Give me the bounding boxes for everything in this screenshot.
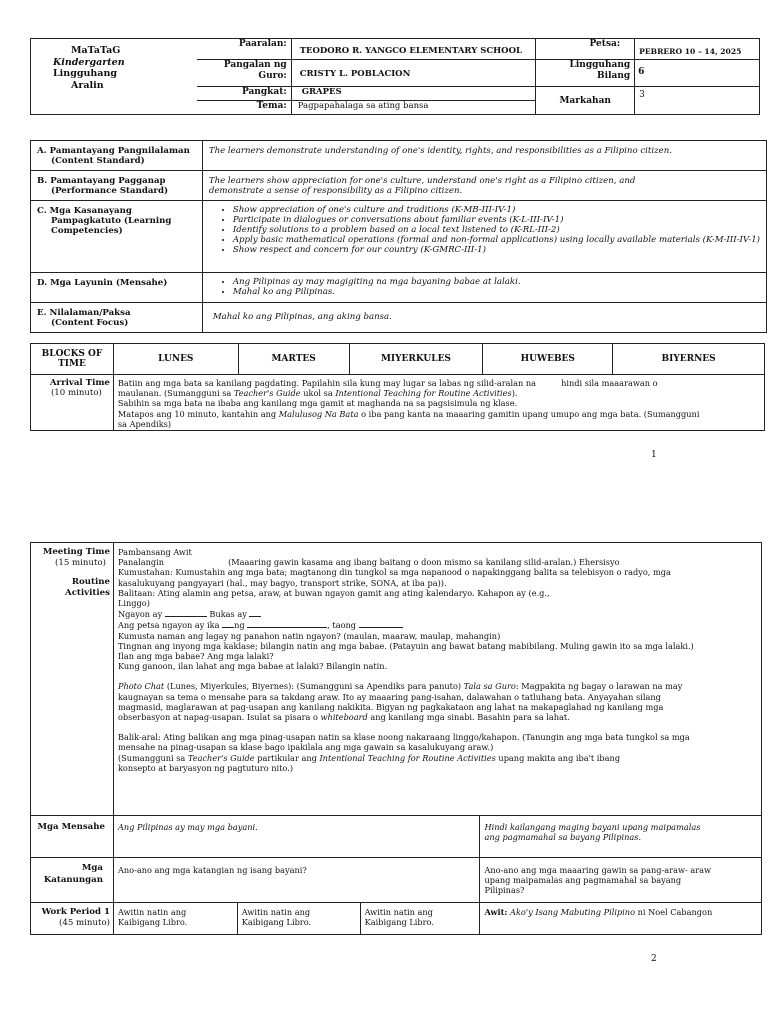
day-header-miyerkules: MIYERKULES bbox=[349, 344, 483, 375]
guro-label-line1: Pangalan ng bbox=[223, 60, 287, 70]
blank-line bbox=[222, 619, 234, 628]
bilang-label-line1: Lingguhang bbox=[569, 60, 631, 70]
mensahe-left: Ang Pilipinas ay may mga bayani. bbox=[113, 816, 479, 858]
work-period-label bbox=[31, 903, 114, 935]
meeting-line-panalangin-b: (Maaaring gawin kasama ang ibang baitang o doon mismo sa kanilang silid-aralan.) Ehersisyo bbox=[228, 557, 620, 568]
meeting-line-petsa bbox=[118, 619, 761, 630]
blocks-of-time-header bbox=[31, 344, 114, 375]
katanungan-left: Ano-ano ang mga katangian ng isang bayani? bbox=[113, 858, 479, 903]
markahan-label: Markahan bbox=[536, 87, 635, 115]
meeting-line-ngayon bbox=[118, 608, 761, 619]
page-number-2: 2 bbox=[651, 954, 657, 964]
work-period-lunes bbox=[113, 903, 237, 935]
page-number-1: 1 bbox=[651, 450, 657, 460]
katanungan-right-line2: upang maipamalas ang pagmamahal sa bayang bbox=[484, 875, 682, 886]
meeting-time-duration: (15 minuto) bbox=[55, 557, 106, 568]
content-focus-value: Mahal ko ang Pilipinas, ang aking bansa. bbox=[202, 303, 766, 333]
work-period-awit bbox=[480, 903, 762, 935]
performance-standard-value bbox=[202, 171, 766, 201]
photo-chat-line1 bbox=[118, 681, 761, 691]
lesson-type-cell bbox=[31, 39, 198, 115]
paaralan-label: Paaralan: bbox=[197, 39, 291, 60]
meeting-line-panalangin-a: Panalangin bbox=[117, 557, 165, 568]
competency-item: • Apply basic mathematical operations (formal and non-formal applications) using locally available materials (K-M-III-IV-1) bbox=[233, 235, 766, 245]
meeting-line-ngayon-a: Ngayon ay bbox=[117, 609, 163, 620]
work-period-duration: (45 minuto) bbox=[59, 917, 110, 928]
mensahe-right bbox=[480, 816, 762, 858]
photo-chat-line4a: obserbasyon at napag-usapan. Isulat sa pisara o bbox=[117, 712, 321, 723]
arrival-line4 bbox=[118, 409, 764, 419]
photo-chat-title: Photo Chat bbox=[117, 681, 165, 692]
competencies-label bbox=[31, 201, 203, 273]
blank-line bbox=[359, 619, 403, 628]
lesson-type-line1: MaTaTaG bbox=[71, 45, 121, 56]
arrival-line2d: Intentional Teaching for Routine Activities bbox=[335, 388, 512, 399]
arrival-line1a: Batiin ang mga bata sa kanilang pagdating. Papilahin sila kung may lugar sa labas ng silid-aralan na bbox=[117, 378, 537, 388]
work-period-title: Work Period 1 bbox=[41, 907, 110, 917]
katanungan-label-line2: Katanungan bbox=[43, 875, 103, 885]
guro-label-line2: Guro: bbox=[258, 71, 287, 81]
performance-standard-value-line1: The learners show appreciation for one's culture, understand one's right as a Filipino citizen, and bbox=[208, 176, 636, 186]
photo-chat-line3: magmasid, maglarawan at pag-usapan ang kanilang nakikita. Bigyan ng pagkakataon ang lahat na makapaglahad ng kanilang mga bbox=[117, 701, 664, 712]
meeting-line-ngayon-b: Bukas ay bbox=[209, 609, 247, 620]
arrival-time-content bbox=[113, 375, 764, 431]
routine-activities-line1: Routine bbox=[71, 577, 110, 587]
photo-chat-line2: kaugnayan sa tema o mensahe para sa takdang araw. Ito ay maaaring pang-isahan, dalawahan o tatluhang bata. Anyayahan silang bbox=[117, 691, 661, 702]
meeting-line-kumustahan: Kumustahan: Kumustahin ang mga bata; magtanong din tungkol sa mga napanood o napakinggang balita sa telebisyon o radyo, mga bbox=[117, 567, 671, 578]
content-standard-label-line1: A. Pamantayang Pangnilalaman bbox=[37, 146, 190, 156]
review-line4: konsepto at baryasyon ng pagtuturo nito.) bbox=[117, 762, 294, 773]
review-line3c: partikular ang bbox=[254, 752, 320, 763]
review-line3b: Teacher's Guide bbox=[187, 752, 255, 763]
work-period-miyerkules bbox=[360, 903, 480, 935]
objectives-value bbox=[202, 273, 766, 303]
awitin-line2: Kaibigang Libro. bbox=[241, 917, 312, 928]
awitin-line1: Awitin natin ang bbox=[364, 907, 433, 917]
review-line3d: Intentional Teaching for Routine Activities bbox=[319, 752, 496, 763]
content-focus-label bbox=[31, 303, 203, 333]
meeting-line-awit: Pambansang Awit bbox=[117, 547, 192, 557]
lesson-type-line4: Aralin bbox=[71, 79, 104, 91]
blocks-of-time-header-line2: TIME bbox=[58, 359, 86, 369]
competencies-list bbox=[203, 205, 766, 255]
mensahe-label: Mga Mensahe bbox=[31, 816, 114, 858]
day-header-martes: MARTES bbox=[238, 344, 349, 375]
competency-item: • Show appreciation of one's culture and traditions (K-MB-III-IV-1) bbox=[233, 205, 766, 215]
meeting-line-balitaan: Balitaan: Ating alamin ang petsa, araw, at buwan ngayon gamit ang ating kalendaryo. Kahapon ay (e.g., bbox=[117, 587, 550, 598]
arrival-line2b: Teacher's Guide bbox=[233, 388, 301, 399]
meeting-time-content bbox=[113, 543, 761, 816]
blank-line bbox=[249, 608, 261, 617]
header-table bbox=[30, 38, 760, 115]
blank-line bbox=[165, 608, 207, 617]
guro-value: CRISTY L. POBLACION bbox=[291, 60, 536, 87]
standards-table bbox=[30, 140, 767, 333]
photo-chat-line4c: ang kanilang mga sinabi. Basahin para sa lahat. bbox=[367, 712, 570, 723]
competencies-label-line1: C. Mga Kasanayang bbox=[37, 206, 132, 216]
lesson-type-line3: Lingguhang bbox=[53, 68, 117, 79]
meeting-line-bilangin: Kung ganoon, ilan lahat ang mga babae at lalaki? Bilangin natin. bbox=[117, 661, 388, 672]
content-standard-value: The learners demonstrate understanding of one's identity, rights, and responsibilities as a Filipino citizen. bbox=[202, 141, 766, 171]
tema-value: Pagpapahalaga sa ating bansa bbox=[291, 101, 536, 115]
pangkat-label: Pangkat: bbox=[197, 87, 291, 101]
arrival-line2 bbox=[118, 388, 764, 398]
meeting-line-petsa-c: , taong bbox=[327, 620, 357, 631]
photo-chat-line4 bbox=[118, 712, 761, 722]
pangkat-value: GRAPES bbox=[291, 87, 536, 101]
meeting-time-label bbox=[31, 543, 114, 816]
meeting-line-kaklase: Tingnan ang inyong mga kaklase; bilangin natin ang mga babae. (Patayuin ang bawat batang mabibilang. Muling gawin ito sa mga lalaki.) bbox=[117, 640, 694, 651]
bilang-label bbox=[536, 60, 635, 87]
arrival-line5: sa Apendiks) bbox=[117, 418, 172, 429]
petsa-value: PEBRERO 10 – 14, 2025 bbox=[635, 39, 760, 60]
meeting-time-title: Meeting Time bbox=[42, 547, 110, 557]
paaralan-value: TEODORO R. YANGCO ELEMENTARY SCHOOL bbox=[291, 39, 536, 60]
awit-label: Awit: bbox=[484, 907, 508, 917]
mensahe-right-line2: ang pagmamahal sa bayang Pilipinas. bbox=[484, 832, 642, 843]
mensahe-right-line1: Hindi kailangang maging bayani upang maipamalas bbox=[484, 822, 701, 832]
arrival-line1b: hindi sila maaarawan o bbox=[561, 378, 658, 388]
awitin-line2: Kaibigang Libro. bbox=[117, 917, 188, 928]
performance-standard-label-line1: B. Pamantayang Pagganap bbox=[37, 176, 166, 186]
competencies-value bbox=[202, 201, 766, 273]
arrival-line3: Sabihin sa mga bata na ibaba ang kanilang mga gamit at maghanda na sa pagsisimula ng klase. bbox=[117, 398, 518, 409]
day-header-huwebes: HUWEBES bbox=[483, 344, 613, 375]
awitin-line1: Awitin natin ang bbox=[117, 907, 187, 917]
review-line3a: (Sumangguni sa bbox=[117, 752, 188, 763]
review-line2: mensahe na pinag-usapan sa klase bago ipakilala ang mga gawain sa kasalukuyang araw.) bbox=[117, 742, 494, 753]
arrival-line4b: Malulusog Na Bata bbox=[278, 408, 359, 419]
arrival-line4c: o iba pang kanta na maaaring gamitin upang umupo ang mga bata. (Sumangguni bbox=[358, 408, 700, 419]
photo-chat-line1d: : Magpakita ng bagay o larawan na may bbox=[515, 681, 683, 692]
competency-item: • Identify solutions to a problem based on a local text listened to (K-RL-III-2) bbox=[233, 225, 766, 235]
awit-title: Ako'y Isang Mabuting Pilipino bbox=[510, 907, 635, 917]
petsa-label: Petsa: bbox=[536, 39, 635, 60]
review-line1: Balik-aral: Ating balikan ang mga pinag-usapan natin sa klase noong nakaraang linggo/kahapon. (Tanungin ang mga bata tungkol sa mga bbox=[117, 732, 690, 743]
arrival-time-duration: (10 minuto) bbox=[50, 388, 102, 398]
katanungan-right-line3: Pilipinas? bbox=[484, 885, 525, 896]
awitin-line1: Awitin natin ang bbox=[241, 907, 311, 917]
objectives-list bbox=[203, 277, 766, 297]
competencies-label-line2: Pampagkatuto (Learning bbox=[51, 216, 172, 226]
performance-standard-value-line2: demonstrate a sense of responsibility as a Filipino citizen. bbox=[208, 186, 463, 197]
lesson-type-line2: Kindergarten bbox=[53, 56, 125, 68]
meeting-line-petsa-a: Ang petsa ngayon ay ika bbox=[117, 620, 220, 631]
meeting-line-linggo: Linggo) bbox=[117, 598, 150, 609]
guro-label bbox=[197, 60, 291, 87]
awit-author: ni Noel Cabangon bbox=[635, 907, 713, 917]
work-period-martes bbox=[237, 903, 360, 935]
objective-item: • Ang Pilipinas ay may magigiting na mga bayaning babae at lalaki. bbox=[233, 277, 766, 287]
tala-sa-guro: Tala sa Guro bbox=[463, 681, 516, 692]
performance-standard-label-line2: (Performance Standard) bbox=[51, 186, 169, 196]
katanungan-right bbox=[480, 858, 762, 903]
competency-item: • Show respect and concern for our country (K-GMRC-III-1) bbox=[233, 245, 766, 255]
routine-activities-line2: Activities bbox=[65, 587, 110, 598]
review-line3 bbox=[118, 753, 761, 763]
meeting-line-kumustahan-2: kasalukuyang pangyayari (hal., may bagyo, transport strike, SONA, at iba pa)). bbox=[117, 577, 447, 588]
competency-item: • Participate in dialogues or conversations about familiar events (K-L-III-IV-1) bbox=[233, 215, 766, 225]
blocks-of-time-header-line1: BLOCKS OF bbox=[41, 349, 103, 359]
arrival-time-title: Arrival Time bbox=[49, 378, 110, 388]
day-header-biyernes: BIYERNES bbox=[613, 344, 765, 375]
meeting-line-petsa-b: ng bbox=[234, 620, 245, 631]
performance-standard-label bbox=[31, 171, 203, 201]
arrival-line4a: Matapos ang 10 minuto, kantahin ang bbox=[117, 408, 279, 419]
day-header-lunes: LUNES bbox=[113, 344, 238, 375]
content-standard-label bbox=[31, 141, 203, 171]
objective-item: • Mahal ko ang Pilipinas. bbox=[233, 287, 766, 297]
arrival-line2a: maulanan. (Sumangguni sa bbox=[117, 388, 234, 399]
bilang-value: 6 bbox=[635, 60, 760, 87]
content-focus-label-line2: (Content Focus) bbox=[51, 318, 129, 328]
content-focus-label-line1: E. Nilalaman/Paksa bbox=[37, 308, 131, 318]
arrival-line2e: ). bbox=[511, 388, 518, 399]
blocks-table bbox=[30, 343, 765, 431]
katanungan-label-line1: Mga bbox=[81, 863, 103, 873]
bilang-label-line2: Bilang bbox=[597, 70, 631, 81]
meeting-line-panalangin bbox=[118, 557, 761, 567]
markahan-value: 3 bbox=[635, 87, 760, 115]
page2-table bbox=[30, 542, 762, 935]
meeting-line-panahon: Kumusta naman ang lagay ng panahon natin ngayon? (maulan, maaraw, maulap, mahangin) bbox=[117, 630, 501, 641]
content-standard-label-line2: (Content Standard) bbox=[51, 156, 145, 166]
arrival-line1 bbox=[118, 378, 764, 388]
tema-label: Tema: bbox=[197, 101, 291, 115]
photo-chat-line1b: (Lunes, Miyerkules, Biyernes): (Sumangguni sa Apendiks para panuto) bbox=[164, 681, 464, 692]
meeting-line-ilan: Ilan ang mga babae? Ang mga lalaki? bbox=[117, 651, 274, 662]
competencies-label-line3: Competencies) bbox=[51, 226, 123, 236]
awitin-line2: Kaibigang Libro. bbox=[364, 917, 434, 928]
katanungan-right-line1: Ano-ano ang mga maaaring gawin sa pang-araw- araw bbox=[484, 865, 712, 875]
arrival-time-label bbox=[31, 375, 114, 431]
objectives-label: D. Mga Layunin (Mensahe) bbox=[31, 273, 203, 303]
review-line3e: upang makita ang iba't ibang bbox=[495, 752, 621, 763]
blank-line bbox=[247, 619, 327, 628]
katanungan-label bbox=[31, 858, 114, 903]
photo-chat-whiteboard: whiteboard bbox=[320, 712, 368, 723]
arrival-line2c: ukol sa bbox=[300, 388, 336, 399]
